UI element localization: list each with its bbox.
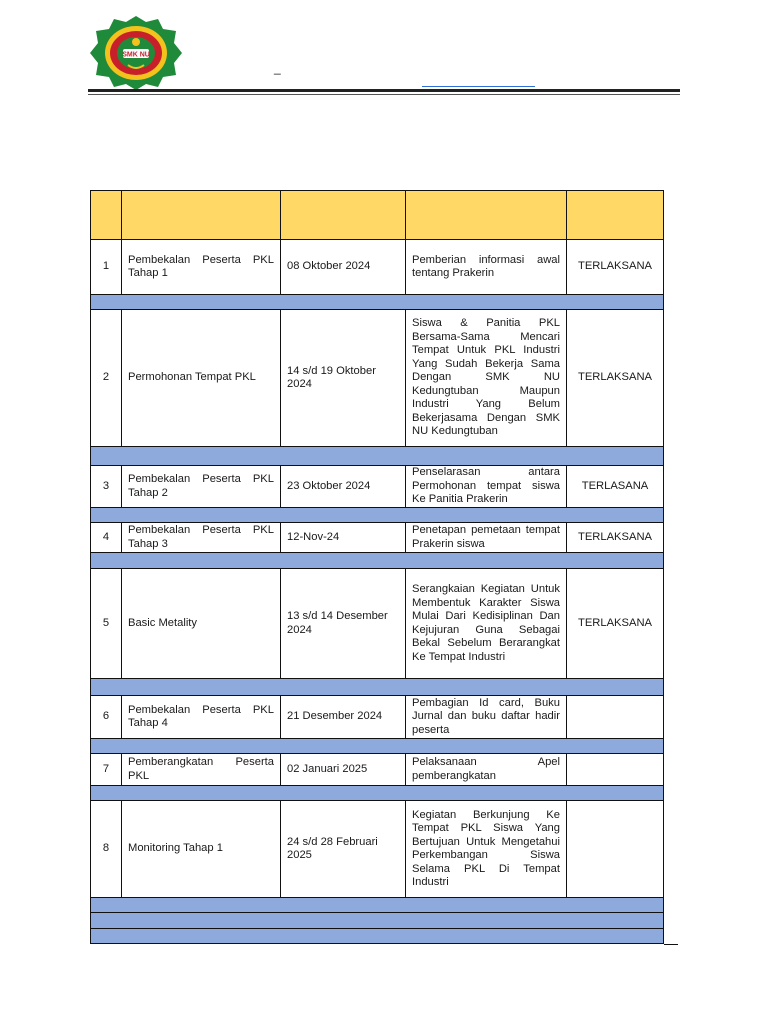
header-rule-thick — [88, 89, 680, 92]
activity-cell: Pembekalan Peserta PKL Tahap 1 — [122, 240, 281, 295]
separator-row — [91, 913, 664, 929]
separator-cell — [91, 553, 664, 569]
table-row — [91, 466, 664, 508]
header-link-underline[interactable] — [422, 86, 535, 87]
activity-cell: Permohonan Tempat PKL — [122, 310, 281, 447]
date-cell: 23 Oktober 2024 — [281, 466, 406, 508]
separator-row — [91, 508, 664, 523]
row-number: 7 — [91, 754, 122, 786]
header-cell — [406, 191, 567, 240]
separator-cell — [91, 898, 664, 913]
table-row — [91, 754, 664, 786]
row-number: 3 — [91, 466, 122, 508]
separator-row — [91, 786, 664, 801]
date-cell: 21 Desember 2024 — [281, 696, 406, 739]
description-cell: Siswa & Panitia PKL Bersama-Sama Mencari Tempat Untuk PKL Industri Yang Sudah Bekerja Sama Dengan SMK NU Kedungtuban Maupun Industri Yang Belum Bekerjasama Dengan SMK NU Kedungtuban — [406, 310, 567, 447]
separator-row — [91, 739, 664, 754]
description-cell: Serangkaian Kegiatan Untuk Membentuk Karakter Siswa Mulai Dari Kedisiplinan Dan Kejujuran Guna Sebagai Bekal Sebelum Berarangkat Ke Tempat Industri — [406, 569, 567, 679]
date-cell: 24 s/d 28 Februari 2025 — [281, 801, 406, 898]
status-cell — [567, 754, 664, 786]
status-cell: TERLASANA — [567, 466, 664, 508]
date-cell: 14 s/d 19 Oktober 2024 — [281, 310, 406, 447]
separator-cell — [91, 913, 664, 929]
description-cell: Penetapan pemetaan tempat Prakerin siswa — [406, 523, 567, 553]
separator-cell — [91, 447, 664, 466]
separator-cell — [91, 508, 664, 523]
separator-cell — [91, 295, 664, 310]
row-number: 2 — [91, 310, 122, 447]
separator-row — [91, 898, 664, 913]
date-cell: 12-Nov-24 — [281, 523, 406, 553]
header-cell — [567, 191, 664, 240]
header-row — [91, 191, 664, 240]
description-cell: Kegiatan Berkunjung Ke Tempat PKL Siswa Yang Bertujuan Untuk Mengetahui Perkembangan Siswa Selama PKL Di Tempat Industri — [406, 801, 567, 898]
separator-cell — [91, 739, 664, 754]
description-cell: Penselarasan antara Permohonan tempat siswa Ke Panitia Prakerin — [406, 466, 567, 508]
status-cell: TERLAKSANA — [567, 569, 664, 679]
date-cell: 08 Oktober 2024 — [281, 240, 406, 295]
activity-cell: Monitoring Tahap 1 — [122, 801, 281, 898]
header-cell — [122, 191, 281, 240]
table-row — [91, 523, 664, 553]
separator-row — [91, 295, 664, 310]
header-dash: _ — [274, 61, 281, 75]
header-cell — [91, 191, 122, 240]
separator-row — [91, 447, 664, 466]
table-row — [91, 240, 664, 295]
description-cell: Pelaksanaan Apel pemberangkatan — [406, 754, 567, 786]
row-number: 8 — [91, 801, 122, 898]
header-cell — [281, 191, 406, 240]
letterhead — [0, 0, 768, 100]
activity-cell: Pemberangkatan Peserta PKL — [122, 754, 281, 786]
separator-row — [91, 553, 664, 569]
date-cell: 13 s/d 14 Desember 2024 — [281, 569, 406, 679]
table-row — [91, 569, 664, 679]
status-cell — [567, 696, 664, 739]
description-cell: Pembagian Id card, Buku Jurnal dan buku daftar hadir peserta — [406, 696, 567, 739]
separator-row — [91, 679, 664, 696]
status-cell — [567, 801, 664, 898]
activity-cell: Pembekalan Peserta PKL Tahap 3 — [122, 523, 281, 553]
row-number: 4 — [91, 523, 122, 553]
header-rule-thin — [88, 94, 680, 95]
date-cell: 02 Januari 2025 — [281, 754, 406, 786]
school-logo — [90, 15, 182, 91]
activity-cell: Pembekalan Peserta PKL Tahap 4 — [122, 696, 281, 739]
row-number: 5 — [91, 569, 122, 679]
separator-cell — [91, 679, 664, 696]
status-cell: TERLAKSANA — [567, 523, 664, 553]
table-row — [91, 801, 664, 898]
separator-cell — [91, 786, 664, 801]
logo-text: SMK NU — [122, 51, 150, 59]
activity-cell: Pembekalan Peserta PKL Tahap 2 — [122, 466, 281, 508]
pkl-schedule-table — [90, 190, 664, 944]
table-row — [91, 310, 664, 447]
separator-cell — [91, 929, 664, 944]
activity-cell: Basic Metality — [122, 569, 281, 679]
row-number: 6 — [91, 696, 122, 739]
status-cell: TERLAKSANA — [567, 310, 664, 447]
status-cell: TERLAKSANA — [567, 240, 664, 295]
table-tail-line — [664, 944, 678, 945]
row-number: 1 — [91, 240, 122, 295]
description-cell: Pemberian informasi awal tentang Prakerin — [406, 240, 567, 295]
separator-row — [91, 929, 664, 944]
table-row — [91, 696, 664, 739]
